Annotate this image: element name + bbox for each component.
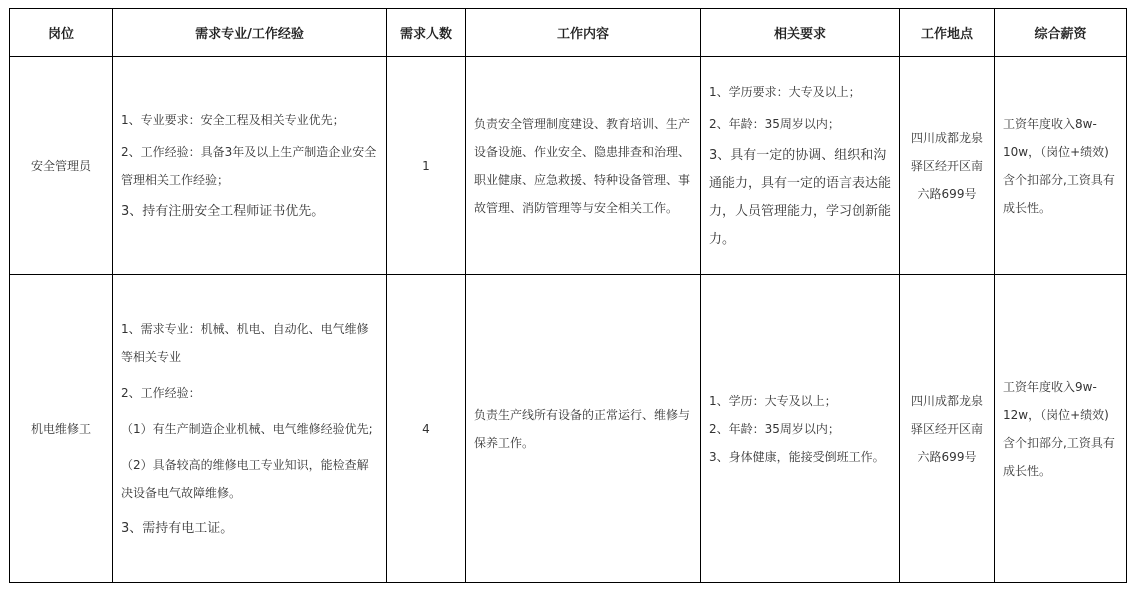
position-cell: 安全管理员: [10, 57, 113, 275]
major-experience-line: （2）具备较高的维修电工专业知识，能检查解决设备电气故障维修。: [121, 457, 369, 500]
headcount-cell: 4: [387, 275, 466, 583]
major-experience-line: 3、持有注册安全工程师证书优先。: [121, 203, 325, 219]
header-job-content: 工作内容: [466, 9, 701, 57]
requirement-line: 1、学历要求：大专及以上；: [709, 84, 861, 99]
job-content-cell: 负责生产线所有设备的正常运行、维修与保养工作。: [466, 275, 701, 583]
major-experience-line: （1）有生产制造企业机械、电气维修经验优先;: [121, 421, 373, 436]
major-experience-cell: [113, 275, 387, 583]
requirement-line: 3、具有一定的协调、组织和沟通能力，具有一定的语言表达能力，人员管理能力，学习创新能力。: [709, 147, 892, 247]
position-cell: 机电维修工: [10, 275, 113, 583]
job-content-cell: 负责安全管理制度建设、教育培训、生产设备设施、作业安全、隐患排查和治理、职业健康、应急救援、特种设备管理、事故管理、消防管理等与安全相关工作。: [466, 57, 701, 275]
table-header-row: [10, 9, 1127, 57]
header-headcount: 需求人数: [387, 9, 466, 57]
header-position: 岗位: [10, 9, 113, 57]
requirement-line: 2、年龄：35周岁以内；: [709, 116, 840, 131]
requirements-cell: [701, 57, 900, 275]
location-cell: 四川成都龙泉驿区经开区南六路699号: [900, 57, 995, 275]
headcount-cell: 1: [387, 57, 466, 275]
major-experience-line: 2、工作经验：具备3年及以上生产制造企业安全管理相关工作经验；: [121, 144, 377, 187]
header-requirements: 相关要求: [701, 9, 900, 57]
requirement-line: 1、学历：大专及以上；: [709, 393, 837, 408]
major-experience-line: 3、需持有电工证。: [121, 520, 234, 536]
job-listing-table: [9, 8, 1127, 583]
table-row: [10, 275, 1127, 583]
major-experience-line: 1、专业要求：安全工程及相关专业优先；: [121, 112, 345, 127]
major-experience-cell: [113, 57, 387, 275]
salary-cell: 工资年度收入9w-12w，（岗位+绩效)含个扣部分,工资具有成长性。: [995, 275, 1127, 583]
requirement-line: 2、年龄：35周岁以内；: [709, 421, 840, 436]
location-cell: 四川成都龙泉驿区经开区南六路699号: [900, 275, 995, 583]
header-location: 工作地点: [900, 9, 995, 57]
table-row: [10, 57, 1127, 275]
header-major-experience: 需求专业/工作经验: [113, 9, 387, 57]
requirement-line: 3、身体健康，能接受倒班工作。: [709, 449, 885, 464]
header-salary: 综合薪资: [995, 9, 1127, 57]
major-experience-line: 2、工作经验：: [121, 385, 201, 400]
major-experience-line: 1、需求专业：机械、机电、自动化、电气维修等相关专业: [121, 321, 369, 364]
salary-cell: 工资年度收入8w-10w，（岗位+绩效)含个扣部分,工资具有成长性。: [995, 57, 1127, 275]
requirements-cell: [701, 275, 900, 583]
